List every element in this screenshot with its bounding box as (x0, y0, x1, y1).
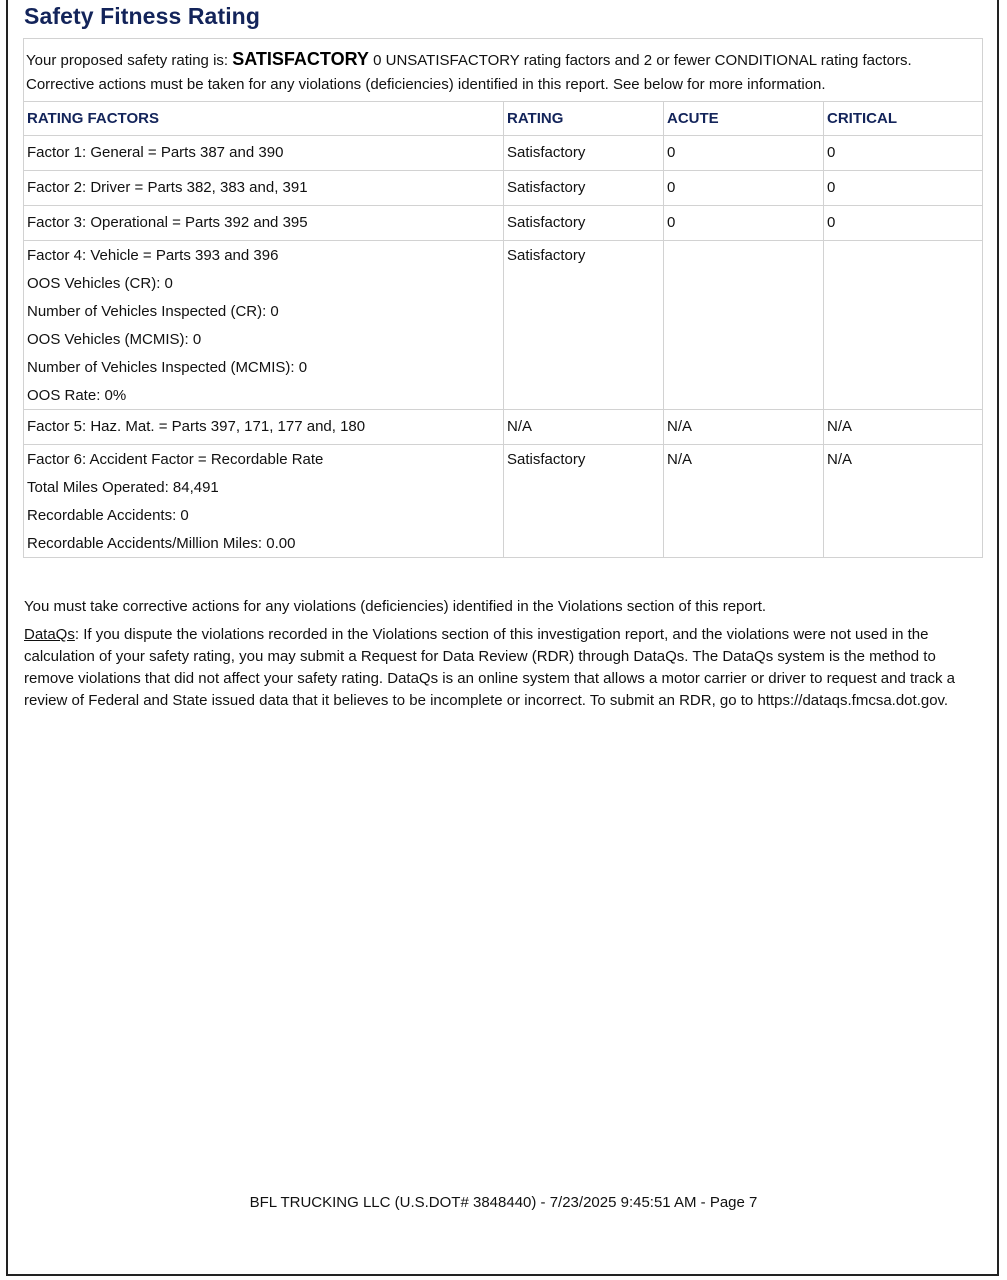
acute-cell: 0 (664, 136, 824, 171)
critical-value (827, 241, 979, 269)
factor-line: Recordable Accidents: 0 (27, 507, 189, 524)
table-row (24, 241, 982, 410)
factor-line: Total Miles Operated: 84,491 (27, 479, 219, 496)
header-acute: ACUTE (664, 102, 824, 136)
factor-line: OOS Vehicles (MCMIS): 0 (27, 331, 202, 348)
factor-line: Factor 4: Vehicle = Parts 393 and 396 (27, 247, 279, 264)
rating-summary (24, 39, 982, 102)
rating-value: Satisfactory (507, 247, 586, 264)
summary-corrective-note: Corrective actions must be taken for any violations (deficiencies) identified in this report. See below for more information. (26, 76, 826, 93)
factor-cell: Factor 5: Haz. Mat. = Parts 397, 171, 177 and, 180 (24, 410, 504, 445)
table-row (24, 136, 982, 171)
critical-cell (824, 445, 983, 558)
factor-line: Recordable Accidents/Million Miles: 0.00 (27, 535, 296, 552)
summary-intro: Your proposed safety rating is: (26, 52, 229, 69)
critical-cell: N/A (824, 410, 983, 445)
rating-cell (504, 445, 664, 558)
factor-line: Number of Vehicles Inspected (CR): 0 (27, 303, 279, 320)
factor-line: OOS Rate: 0% (27, 387, 127, 404)
table-row (24, 206, 982, 241)
table-row (24, 410, 982, 445)
critical-cell (824, 241, 983, 410)
page-footer: BFL TRUCKING LLC (U.S.DOT# 3848440) - 7/23/2025 9:45:51 AM - Page 7 (249, 1194, 758, 1211)
dataqs-text: : If you dispute the violations recorded in the Violations section of this investigation report, and the violations were not used in the calculation of your safety rating, you may submit a Request for Data Review (RDR) through DataQs. The DataQs system is the method to remove violations that did not affect your safety rating. DataQs is an online system that allows a motor carrier or driver to request and track a review of Federal and State issued data that it believes to be incomplete or incorrect. To submit an RDR, go to https://dataqs.fmcsa.dot.gov. (24, 626, 955, 709)
header-critical: CRITICAL (824, 102, 983, 136)
acute-value (667, 241, 820, 269)
critical-cell: 0 (824, 136, 983, 171)
critical-value: N/A (827, 451, 853, 468)
dataqs-paragraph (24, 624, 986, 712)
rating-cell: Satisfactory (504, 136, 664, 171)
header-rating: RATING (504, 102, 664, 136)
acute-cell: 0 (664, 206, 824, 241)
header-rating-factors: RATING FACTORS (24, 102, 504, 136)
corrective-actions-note: You must take corrective actions for any violations (deficiencies) identified in the Violations section of this report. (24, 598, 767, 615)
factor-cell: Factor 2: Driver = Parts 382, 383 and, 391 (24, 171, 504, 206)
factor-line: Factor 6: Accident Factor = Recordable Rate (27, 451, 324, 468)
proposed-rating: SATISFACTORY (232, 49, 369, 69)
table-row (24, 445, 982, 558)
table-header-row (24, 102, 982, 136)
factor-line: Number of Vehicles Inspected (MCMIS): 0 (27, 359, 308, 376)
acute-cell: N/A (664, 410, 824, 445)
factor-cell: Factor 3: Operational = Parts 392 and 395 (24, 206, 504, 241)
notes-section (24, 596, 986, 712)
factor-cell (24, 445, 504, 558)
factor-cell (24, 241, 504, 410)
acute-value: N/A (667, 451, 693, 468)
acute-cell (664, 241, 824, 410)
acute-cell (664, 445, 824, 558)
rating-cell: Satisfactory (504, 171, 664, 206)
critical-cell: 0 (824, 171, 983, 206)
dataqs-label: DataQs (24, 626, 75, 643)
critical-cell: 0 (824, 206, 983, 241)
rating-value: Satisfactory (507, 451, 586, 468)
factor-line: OOS Vehicles (CR): 0 (27, 275, 173, 292)
summary-factors: 0 UNSATISFACTORY rating factors and 2 or fewer CONDITIONAL rating factors. (373, 52, 912, 69)
factor-cell: Factor 1: General = Parts 387 and 390 (24, 136, 504, 171)
table-row (24, 171, 982, 206)
rating-box (23, 38, 983, 558)
rating-cell: Satisfactory (504, 206, 664, 241)
page-title: Safety Fitness Rating (24, 3, 260, 29)
rating-cell: N/A (504, 410, 664, 445)
acute-cell: 0 (664, 171, 824, 206)
rating-cell (504, 241, 664, 410)
rating-factors-table (24, 102, 982, 557)
table-body (24, 136, 982, 558)
